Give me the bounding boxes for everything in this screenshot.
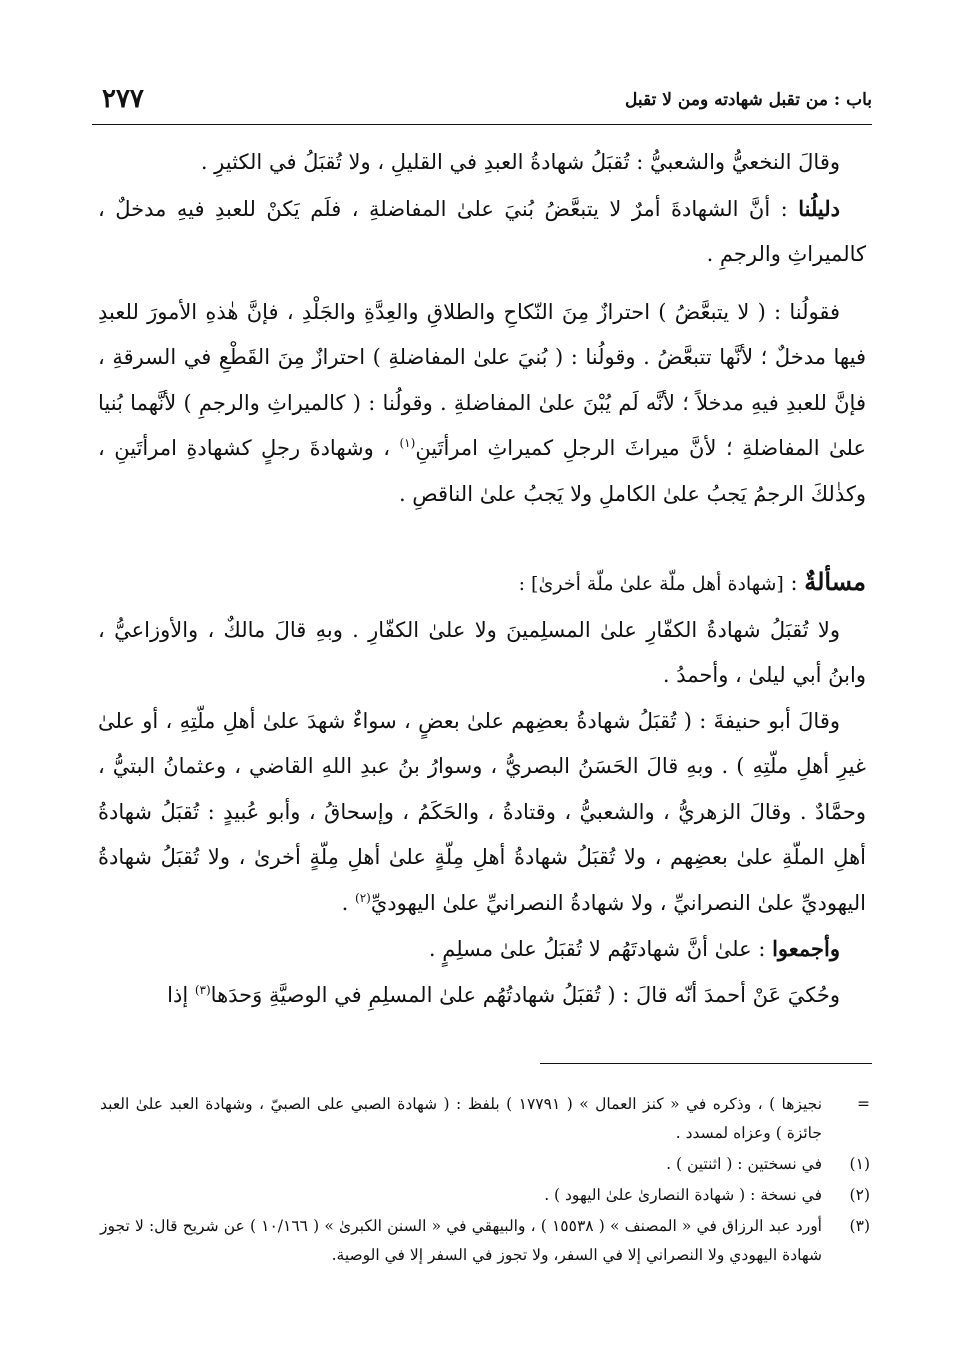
footnote-3 [100,1212,870,1270]
paragraph-text: إذا [167,982,195,1007]
masala-subtitle: [شهادة أهل ملّة علىٰ ملّة أخرىٰ] : [518,573,784,595]
chapter-title: باب : من تقبل شهادته ومن لا تقبل [625,90,872,110]
paragraph-explanation [98,290,866,518]
paragraph-abu-hanifa [98,699,866,927]
paragraph-text: وحُكيَ عَنْ أحمدَ أنّه قالَ : ( تُقبَلُ شهادتُهُم علىٰ المسلِمِ في الوصيَّةِ وَحدَها [210,982,840,1007]
consensus-lead: وأجمعوا [772,936,840,961]
footnote-text: في نسختين : ( اثنتين ) . [666,1155,822,1173]
paragraph-text: ، وشهادةَ رجلٍ كشهادةِ امرأتَينِ ، وكذٰلكَ الرجمُ يَجبُ علىٰ الكاملِ ولا يَجبُ علىٰ الناقصِ . [98,436,866,506]
paragraph-text: . [341,890,355,915]
evidence-lead: دليلُنا [798,195,840,221]
footnote-2 [100,1181,870,1210]
footnote-text: في نسخة : ( شهادة النصارىٰ علىٰ اليهود ) . [544,1186,822,1204]
paragraph-text: : علىٰ أنَّ شهادتَهُم لا تُقبَلُ علىٰ مسلِمٍ . [428,937,773,961]
footnote-mark: (٢) [849,1186,870,1204]
paragraph-text: فقولُنا : ( لا يتبعَّضُ ) احترازٌ مِنَ النّكاحِ والطلاقِ والعِدَّةِ والجَلْدِ ، فإنَّ هٰذهِ الأمورَ للعبدِ فيها مدخلٌ ؛ لأنَّها تتبعَّضُ . وقولُنا : ( بُنيَ علىٰ المفاضلةِ ) احترازٌ مِنَ القَطْعِ في السرقةِ ، فإنَّ للعبدِ فيهِ مدخلاً ؛ لأنَّه لَم يُبْنَ علىٰ المفاضلةِ . وقولُنا : ( كالميراثِ والرجمِ ) لأنَّهما بُنيا علىٰ المفاضلةِ ؛ لأنَّ ميراثَ الرجلِ كميراثِ امرأتَينِ [98,299,867,460]
paragraph-ahmad [98,973,866,1019]
footnote-ref-2[interactable]: (٢) [355,890,371,905]
footnote-ref-3[interactable]: (٣) [194,982,211,997]
paragraph-kuffar [98,608,866,699]
masala-heading [98,559,866,608]
footnote-text: نجيزها ) ، وذكره في « كنز العمال » ( ١٧٧٩١ ) بلفظ : ( شهادة الصبي على الصبيّ ، وشهادة العبد علىٰ العبد جائزة ) وعزاه لمسدد . [100,1095,823,1142]
masala-separator: : [783,571,805,595]
footnote-mark: = [857,1095,870,1113]
paragraph-text: وقالَ أبو حنيفةَ : ( تُقبَلُ شهادةُ بعضِهم علىٰ بعضٍ ، سواءٌ شهدَ علىٰ أهلِ ملّتِهِ ، أو علىٰ غيرِ أهلِ ملّتِهِ ) . وبهِ قالَ الحَسَنُ البصريُّ ، وسوارُ بنُ عبدِ اللهِ القاضي ، وعثمانُ البتيُّ ، وحمَّادٌ . وقالَ الزهريُّ ، والشعبيُّ ، وقتادةُ ، والحَكَمُ ، وإسحاقُ ، وأبو عُبيدٍ : تُقبَلُ شهادةُ أهلِ الملّةِ علىٰ بعضِهم ، ولا تُقبَلُ شهادةُ أهلِ مِلّةٍ علىٰ أهلِ مِلّةٍ أخرىٰ ، ولا تُقبَلُ شهادةُ اليهوديِّ علىٰ النصرانيِّ ، ولا شهادةُ النصرانيِّ علىٰ اليهوديِّ [98,708,866,915]
footnote-continuation [100,1090,870,1148]
footnote-mark: (٣) [849,1217,870,1235]
main-text [98,140,866,1018]
paragraph-consensus [98,926,866,973]
footnote-mark: (١) [849,1155,870,1173]
footnotes [100,1090,870,1272]
page-number: ٢٧٧ [102,84,144,114]
paragraph-text: وقالَ النخعيُّ والشعبيُّ : تُقبَلُ شهادةُ العبدِ في القليلِ ، ولا تُقبَلُ في الكثيرِ . [200,150,840,174]
masala-title: مسألةٌ [804,567,866,596]
paragraph-text: : أنَّ الشهادةَ أمرٌ لا يتبعَّضُ بُنيَ علىٰ المفاضلةِ ، فلَم يَكنْ للعبدِ فيهِ مدخلٌ ، كالميراثِ والرجمِ . [98,196,866,266]
paragraph-nakhai [98,140,866,186]
footnote-1 [100,1150,870,1179]
running-header [92,84,872,125]
footnote-divider [540,1063,872,1064]
footnote-text: أورد عبد الرزاق في « المصنف » ( ١٥٥٣٨ ) ، والبيهقي في « السنن الكبرىٰ » ( ١٠/١٦٦ ) عن شريح قال: لا تجوز شهادة اليهودي ولا النصراني إلا في السفر، ولا تجوز في السفر إلا في الوصية. [100,1217,822,1264]
paragraph-text: ولا تُقبَلُ شهادةُ الكفّارِ علىٰ المسلِمينَ ولا علىٰ الكفّارِ . وبهِ قالَ مالكٌ ، والأوزاعيُّ ، وابنُ أبي ليلىٰ ، وأحمدُ . [98,617,866,687]
footnote-ref-1[interactable]: (١) [399,436,416,450]
paragraph-evidence [98,186,866,278]
